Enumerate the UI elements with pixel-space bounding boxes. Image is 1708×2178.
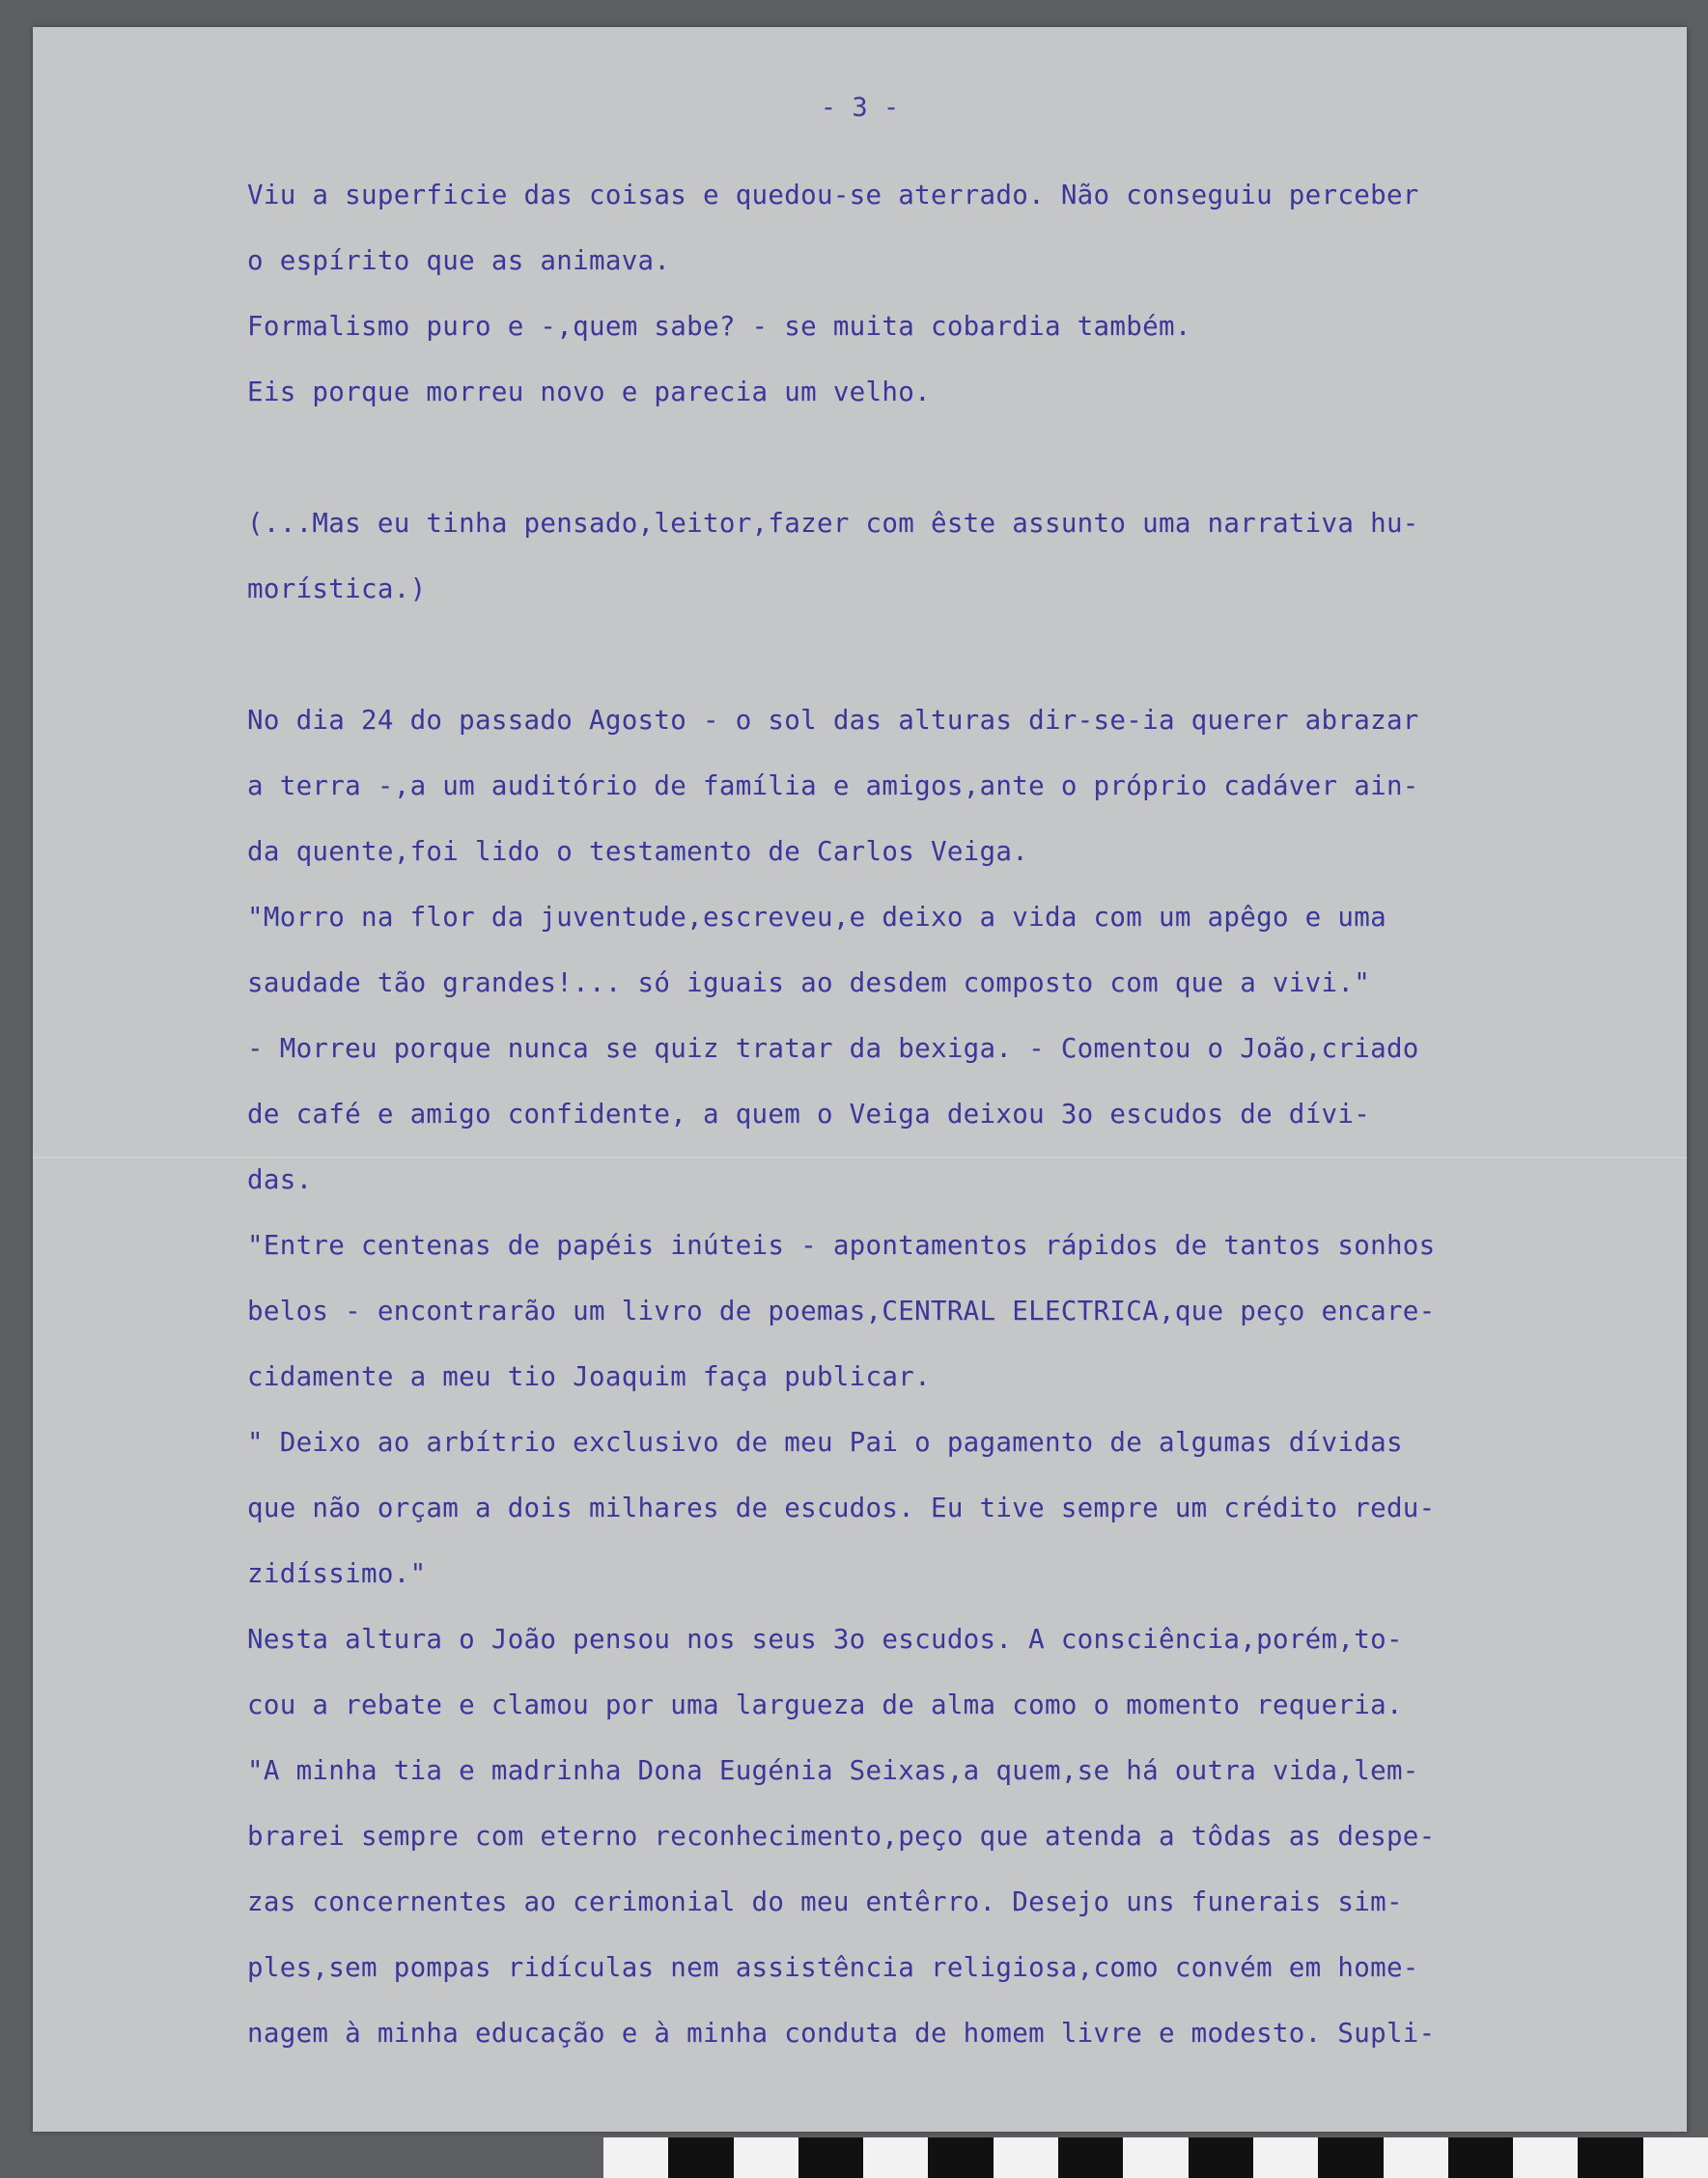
text-line: zidíssimo." [247, 1558, 427, 1589]
scale-segment [1513, 2137, 1578, 2178]
text-line: Eis porque morreu novo e parecia um velho. [247, 377, 931, 407]
text-line: - Morreu porque nunca se quiz tratar da bexiga. - Comentou o João,criado [247, 1033, 1419, 1064]
text-line: belos - encontrarão um livro de poemas,CENTRAL ELECTRICA,que peço encare- [247, 1296, 1436, 1326]
scale-segment [1318, 2137, 1383, 2178]
text-line: "Entre centenas de papéis inúteis - apontamentos rápidos de tantos sonhos [247, 1230, 1436, 1261]
text-line: cou a rebate e clamou por uma largueza de alma como o momento requeria. [247, 1689, 1403, 1720]
page-number: - 3 - [820, 93, 900, 123]
text-line: zas concernentes ao cerimonial do meu entêrro. Desejo uns funerais sim- [247, 1886, 1403, 1917]
scale-segment [1448, 2137, 1513, 2178]
text-line: Formalismo puro e -,quem sabe? - se muita cobardia também. [247, 311, 1191, 342]
text-line: "Morro na flor da juventude,escreveu,e deixo a vida com um apêgo e uma [247, 902, 1386, 933]
scale-segment [1123, 2137, 1188, 2178]
scale-segment [1253, 2137, 1318, 2178]
scale-segment [928, 2137, 993, 2178]
scale-segment [863, 2137, 928, 2178]
scale-segment [603, 2137, 668, 2178]
text-line: saudade tão grandes!... só iguais ao desdem composto com que a vivi." [247, 967, 1371, 998]
scale-segment [1384, 2137, 1448, 2178]
text-line: de café e amigo confidente, a quem o Veiga deixou 3o escudos de dívi- [247, 1099, 1371, 1130]
text-line: o espírito que as animava. [247, 245, 671, 276]
typewritten-page [33, 27, 1687, 2132]
scale-segment [1189, 2137, 1253, 2178]
scale-segment [1058, 2137, 1123, 2178]
text-line: morística.) [247, 573, 427, 604]
text-line: (...Mas eu tinha pensado,leitor,fazer com êste assunto uma narrativa hu- [247, 508, 1419, 539]
text-line: " Deixo ao arbítrio exclusivo de meu Pai o pagamento de algumas dívidas [247, 1427, 1403, 1458]
scale-segment [1578, 2137, 1642, 2178]
typed-text-body [247, 162, 1676, 2066]
text-line: brarei sempre com eterno reconhecimento,peço que atenda a tôdas as despe- [247, 1821, 1436, 1852]
text-line: ples,sem pompas ridículas nem assistência religiosa,como convém em home- [247, 1952, 1419, 1983]
paragraph-gap [247, 425, 1676, 490]
scale-segment [798, 2137, 863, 2178]
scale-segment [1643, 2137, 1708, 2178]
text-line: a terra -,a um auditório de família e amigos,ante o próprio cadáver ain- [247, 770, 1419, 801]
scale-segment [994, 2137, 1058, 2178]
text-line: Nesta altura o João pensou nos seus 3o escudos. A consciência,porém,to- [247, 1624, 1403, 1655]
paragraph-gap [247, 622, 1676, 687]
text-line: Viu a superficie das coisas e quedou-se aterrado. Não conseguiu perceber [247, 180, 1419, 210]
text-line: nagem à minha educação e à minha conduta de homem livre e modesto. Supli- [247, 2018, 1436, 2049]
text-line: cidamente a meu tio Joaquim faça publicar. [247, 1361, 931, 1392]
text-line: No dia 24 do passado Agosto - o sol das alturas dir-se-ia querer abrazar [247, 705, 1419, 736]
scale-segment [668, 2137, 733, 2178]
scale-segment [734, 2137, 798, 2178]
text-line: "A minha tia e madrinha Dona Eugénia Seixas,a quem,se há outra vida,lem- [247, 1755, 1419, 1786]
color-scale-bar [603, 2137, 1708, 2178]
text-line: das. [247, 1164, 313, 1195]
text-line: que não orçam a dois milhares de escudos. Eu tive sempre um crédito redu- [247, 1493, 1436, 1523]
text-line: da quente,foi lido o testamento de Carlos Veiga. [247, 836, 1029, 867]
